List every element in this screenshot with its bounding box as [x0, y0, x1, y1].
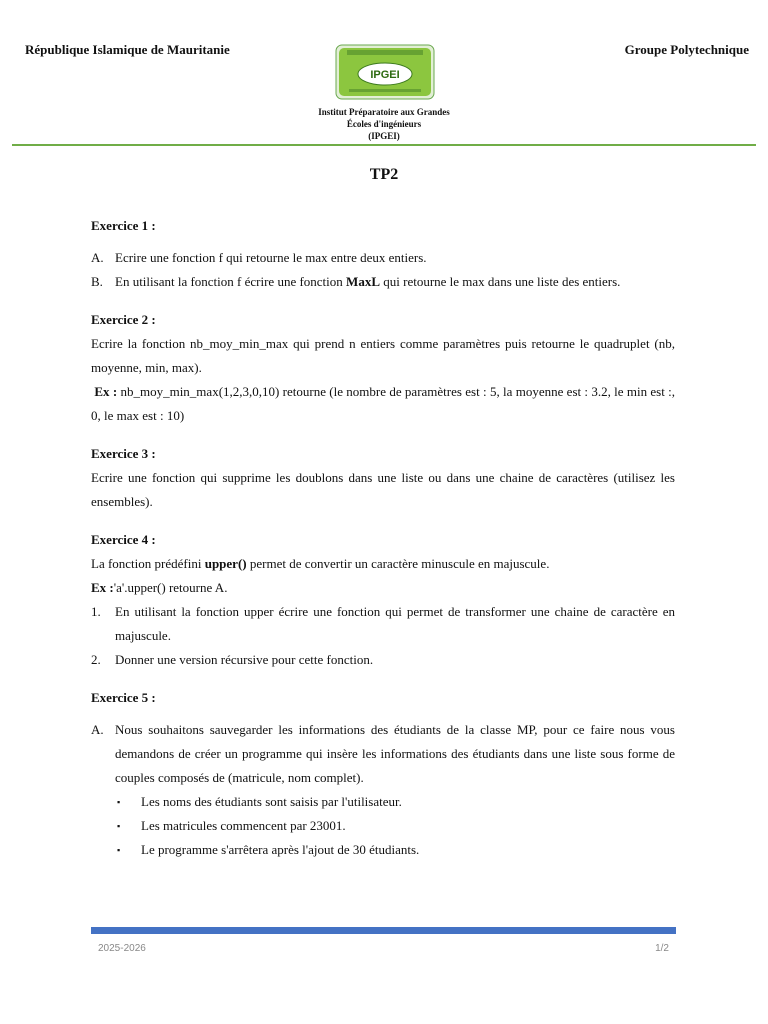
exercise-5-item-a: A. Nous souhaitons sauvegarder les informations des étudiants de la classe MP, pour ce faire nous vous demandons de créer un programme qui insère les informations des étudiants dans une liste sous forme de couples composés de (matricule, nom complet).	[91, 722, 675, 785]
exercise-5-bullet: ▪ Les matricules commencent par 23001.	[91, 814, 675, 838]
footer-year: 2025-2026	[98, 943, 146, 954]
exercise-4-item-1: 1. En utilisant la fonction upper écrire une fonction qui permet de transformer une chaine de caractère en majuscule.	[91, 604, 675, 643]
header-country: République Islamique de Mauritanie	[25, 42, 230, 57]
exercise-2-heading: Exercice 2 :	[91, 312, 156, 327]
footer-bar	[91, 927, 676, 934]
bullet-square-icon: ▪	[117, 845, 121, 855]
header-group: Groupe Polytechnique	[624, 42, 749, 57]
exercise-1-item-b: B. En utilisant la fonction f écrire une fonction MaxL qui retourne le max dans une liste des entiers.	[91, 274, 621, 289]
exercise-5-bullet: ▪ Les noms des étudiants sont saisis par l'utilisateur.	[91, 790, 675, 814]
header-divider	[12, 144, 756, 146]
document-body	[91, 214, 675, 862]
logo-text: IPGEI	[370, 69, 400, 81]
exercise-5-heading: Exercice 5 :	[91, 690, 156, 705]
page-number: 1/2	[655, 943, 669, 954]
exercise-4-example: Ex :'a'.upper() retourne A.	[91, 580, 228, 595]
exercise-5-bullet: ▪ Le programme s'arrêtera après l'ajout de 30 étudiants.	[91, 838, 675, 862]
ipgei-logo	[335, 44, 435, 100]
exercise-4-heading: Exercice 4 :	[91, 532, 156, 547]
exercise-2-text: Ecrire la fonction nb_moy_min_max qui prend n entiers comme paramètres puis retourne le quadruplet (nb, moyenne, min, max).	[91, 336, 675, 375]
institute-name: Institut Préparatoire aux Grandes Écoles d'ingénieurs (IPGEI)	[318, 107, 450, 141]
bullet-square-icon: ▪	[117, 797, 121, 807]
exercise-4-intro: La fonction prédéfini upper() permet de convertir un caractère minuscule en majuscule.	[91, 556, 550, 571]
exercise-3-heading: Exercice 3 :	[91, 446, 156, 461]
exercise-1-heading: Exercice 1 :	[91, 218, 156, 233]
exercise-4-item-2: 2. Donner une version récursive pour cette fonction.	[91, 652, 374, 667]
bullet-square-icon: ▪	[117, 821, 121, 831]
exercise-1-item-a: A. Ecrire une fonction f qui retourne le max entre deux entiers.	[91, 250, 427, 265]
exercise-3-text: Ecrire une fonction qui supprime les doublons dans une liste ou dans une chaine de caractères (utilisez les ensembles).	[91, 470, 675, 509]
exercise-2-example: Ex : nb_moy_min_max(1,2,3,0,10) retourne (le nombre de paramètres est : 5, la moyenne est : 3.2, le min est :, 0, le max est : 10)	[91, 384, 676, 423]
document-title: TP2	[369, 166, 399, 183]
